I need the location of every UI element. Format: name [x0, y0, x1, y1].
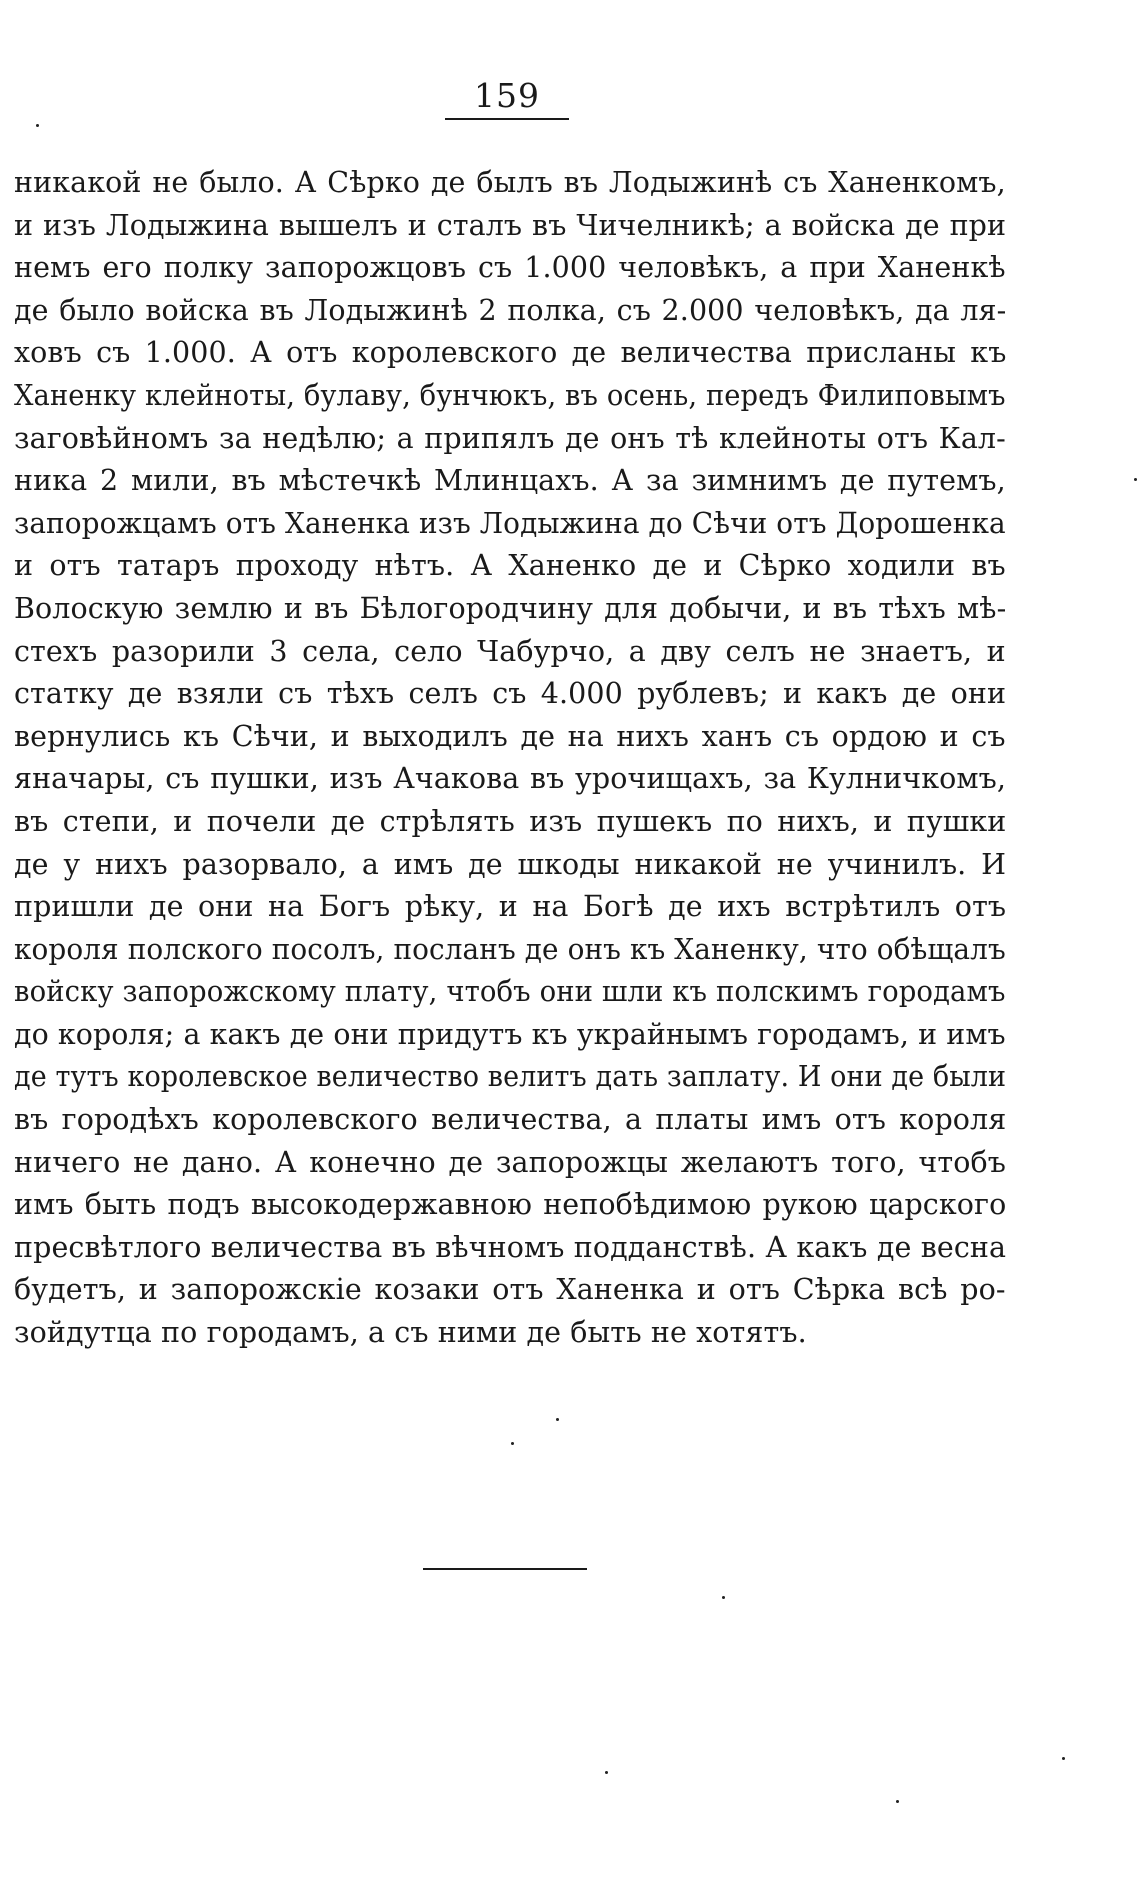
body-text	[14, 162, 1006, 1355]
text-line: заговѣйномъ за недѣлю; а припялъ де онъ тѣ клейноты отъ Кал-	[14, 421, 1006, 455]
page-number-underline	[445, 118, 569, 120]
text-line: де тутъ королевское величество велитъ дать заплату. И они де были	[14, 1060, 1007, 1094]
text-line: статку де взяли съ тѣхъ селъ съ 4.000 рублевъ; и какъ де они	[14, 677, 1007, 711]
text-line: въ степи, и почели де стрѣлять изъ пушекъ по нихъ, и пушки	[14, 804, 1007, 838]
text-line: ничего не дано. А конечно де запорожцы желаютъ того, чтобъ	[14, 1145, 1006, 1179]
text-line: запорожцамъ отъ Ханенка изъ Лодыжина до Сѣчи отъ Дорошенка	[14, 506, 1006, 540]
text-line: до короля; а какъ де они придутъ къ украйнымъ городамъ, и имъ	[14, 1017, 1006, 1051]
text-line: де было войска въ Лодыжинѣ 2 полка, съ 2.000 человѣкъ, да ля-	[14, 293, 1007, 327]
scan-speck	[896, 1800, 899, 1803]
text-line: немъ его полку запорожцовъ съ 1.000 человѣкъ, а при Ханенкѣ	[14, 251, 1006, 285]
text-line: пресвѣтлого величества въ вѣчномъ подданствѣ. А какъ де весна	[14, 1230, 1007, 1264]
end-of-text-rule	[423, 1568, 587, 1570]
page-number: 159	[474, 76, 540, 115]
scan-speck	[1062, 1757, 1065, 1760]
text-line: и отъ татаръ проходу нѣтъ. А Ханенко де и Сѣрко ходили въ	[14, 549, 1006, 583]
text-line: ника 2 мили, въ мѣстечкѣ Млинцахъ. А за зимнимъ де путемъ,	[14, 464, 1006, 498]
text-line: войску запорожскому плату, чтобъ они шли къ полскимъ городамъ	[14, 975, 1006, 1009]
scan-speck	[605, 1771, 608, 1774]
text-line: Ханенку клейноты, булаву, бунчюкъ, въ осень, передъ Филиповымъ	[14, 378, 1006, 412]
text-line: пришли де они на Богъ рѣку, и на Богѣ де ихъ встрѣтилъ отъ	[14, 890, 1007, 924]
text-line: стехъ разорили 3 села, село Чабурчо, а дву селъ не знаетъ, и	[14, 634, 1006, 668]
text-line: ховъ съ 1.000. А отъ королевского де величества присланы къ	[14, 336, 1007, 370]
text-line: въ городѣхъ королевского величества, а платы имъ отъ короля	[14, 1103, 1007, 1137]
scan-speck	[556, 1418, 559, 1421]
scan-speck	[511, 1442, 514, 1445]
text-line: короля полского посолъ, посланъ де онъ къ Ханенку, что обѣщалъ	[14, 932, 1006, 966]
scan-speck	[722, 1596, 725, 1599]
text-line: никакой не было. А Сѣрко де былъ въ Лодыжинѣ съ Ханенкомъ,	[14, 166, 1006, 199]
text-line: де у нихъ разорвало, а имъ де шкоды никакой не учинилъ. И	[14, 847, 1007, 881]
text-line: имъ быть подъ высокодержавною непобѣдимою рукою царского	[14, 1188, 1007, 1222]
text-line: Волоскую землю и въ Бѣлогородчину для добычи, и въ тѣхъ мѣ-	[14, 591, 1007, 625]
text-line: яначары, съ пушки, изъ Ачакова въ урочищахъ, за Кулничкомъ,	[14, 762, 1007, 796]
scan-speck	[1134, 478, 1137, 481]
text-line: вернулись къ Сѣчи, и выходилъ де на нихъ ханъ съ ордою и съ	[14, 719, 1006, 753]
scan-speck	[36, 124, 39, 127]
text-line: будетъ, и запорожскіе козаки отъ Ханенка и отъ Сѣрка всѣ ро-	[14, 1273, 1006, 1307]
text-line: и изъ Лодыжина вышелъ и сталъ въ Чичелникѣ; а войска де при	[14, 208, 1007, 242]
text-line: зойдутца по городамъ, а съ ними де быть не хотятъ.	[14, 1316, 807, 1350]
